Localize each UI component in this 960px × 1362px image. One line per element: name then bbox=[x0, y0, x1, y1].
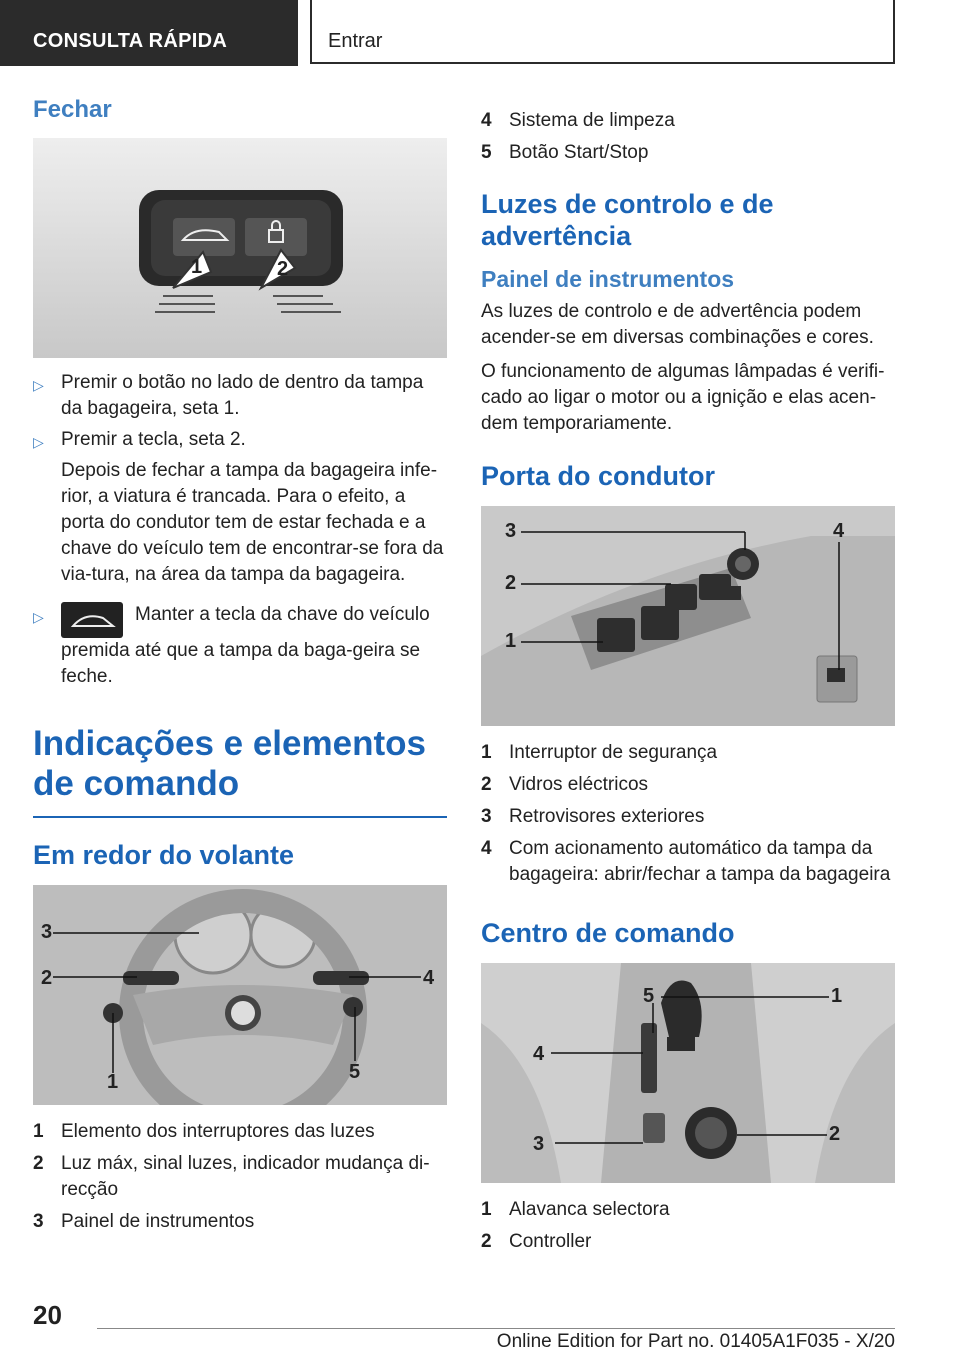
triangle-bullet-icon: ▷ bbox=[33, 377, 44, 393]
fechar-heading: Fechar bbox=[33, 96, 112, 123]
figure-label: 2 bbox=[505, 572, 517, 594]
figure-label: 1 bbox=[191, 256, 203, 278]
triangle-bullet-icon: ▷ bbox=[33, 434, 44, 450]
section-tab bbox=[0, 0, 298, 66]
figure-label: 1 bbox=[831, 985, 843, 1007]
figure-label: 2 bbox=[277, 258, 289, 280]
figure-label: 2 bbox=[41, 967, 53, 989]
list-item: 2 Controller bbox=[481, 1231, 592, 1252]
figure-label: 1 bbox=[505, 630, 517, 652]
list-item: 2 Vidros eléctricos bbox=[481, 774, 649, 795]
figure-label: 5 bbox=[349, 1061, 361, 1083]
list-item: 4 Com acionamento automático da tampa da bagageira: abrir/fechar a tampa da bagageira bbox=[481, 838, 891, 885]
figure-label: 1 bbox=[107, 1071, 119, 1093]
steering-wheel-figure bbox=[33, 885, 447, 1105]
bullet-item: ▷ Premir a tecla, seta 2. Depois de fechar a tampa da bagageira infe-rior, a viatura é trancada. Para o efeito, a porta do condutor tem de estar fechada e a chave do veículo tem de encontrar-se fora da via-tura, na área da tampa da bagageira. bbox=[33, 427, 447, 588]
bullet-item: ▷ Premir o botão no lado de dentro da tampa da bagageira, seta 1. bbox=[33, 372, 424, 419]
heading-rule bbox=[33, 816, 447, 818]
figure-label: 4 bbox=[423, 967, 435, 989]
tailgate-buttons-figure bbox=[33, 138, 447, 358]
paragraph: As luzes de controlo e de advertência podem acender-se em diversas combinações e cores. bbox=[481, 301, 874, 348]
chapter-tab bbox=[310, 0, 895, 64]
page-number: 20 bbox=[33, 1300, 62, 1330]
centro-heading: Centro de comando bbox=[481, 918, 735, 948]
car-key-tailgate-icon bbox=[61, 602, 123, 638]
figure-label: 3 bbox=[533, 1133, 545, 1155]
edition-text: Online Edition for Part no. 01405A1F035 - X/20 bbox=[496, 1331, 895, 1352]
figure-label: 4 bbox=[533, 1043, 545, 1065]
figure-label: 3 bbox=[41, 921, 53, 943]
driver-door-figure bbox=[481, 506, 895, 726]
triangle-bullet-icon: ▷ bbox=[33, 609, 44, 625]
bullet-detail: Depois de fechar a tampa da bagageira infe-rior, a viatura é trancada. Para o efeito, a porta do condutor tem de estar fechada e a chave do veículo tem de encontrar-se fora da via-tura, na área da tampa da bagageira. bbox=[61, 460, 444, 585]
center-console-figure bbox=[481, 963, 895, 1183]
figure-label: 5 bbox=[643, 985, 655, 1007]
chapter-title: Entrar bbox=[328, 30, 383, 52]
right-column bbox=[481, 108, 895, 1255]
list-item: 2 Luz máx, sinal luzes, indicador mudança di-recção bbox=[33, 1153, 430, 1200]
list-item: 4 Sistema de limpeza bbox=[481, 110, 675, 131]
figure-label: 3 bbox=[505, 520, 517, 542]
painel-heading: Painel de instrumentos bbox=[481, 266, 735, 292]
footer bbox=[97, 1328, 895, 1352]
luzes-heading: Luzes de controlo e de advertência bbox=[481, 189, 774, 251]
list-item: 1 Elemento dos interruptores das luzes bbox=[33, 1121, 375, 1142]
left-column bbox=[33, 96, 447, 1235]
section-title: CONSULTA RÁPIDA bbox=[33, 30, 228, 52]
figure-label: 4 bbox=[833, 520, 845, 542]
paragraph: O funcionamento de algumas lâmpadas é verifi-cado ao ligar o motor ou a ignição e elas acen-dem temporariamente. bbox=[481, 361, 885, 434]
list-item: 1 Alavanca selectora bbox=[481, 1199, 670, 1220]
porta-heading: Porta do condutor bbox=[481, 461, 715, 491]
figure-label: 2 bbox=[829, 1123, 841, 1145]
list-item: 3 Retrovisores exteriores bbox=[481, 806, 705, 827]
list-item: 5 Botão Start/Stop bbox=[481, 142, 649, 163]
bullet-item: ▷ Manter a tecla da chave do veículo premida até que a tampa da baga-geira se feche. bbox=[33, 604, 430, 687]
volante-heading: Em redor do volante bbox=[33, 840, 295, 870]
list-item: 3 Painel de instrumentos bbox=[33, 1211, 255, 1232]
main-heading: Indicações e elementos de comando bbox=[33, 724, 426, 803]
list-item: 1 Interruptor de segurança bbox=[481, 742, 718, 763]
